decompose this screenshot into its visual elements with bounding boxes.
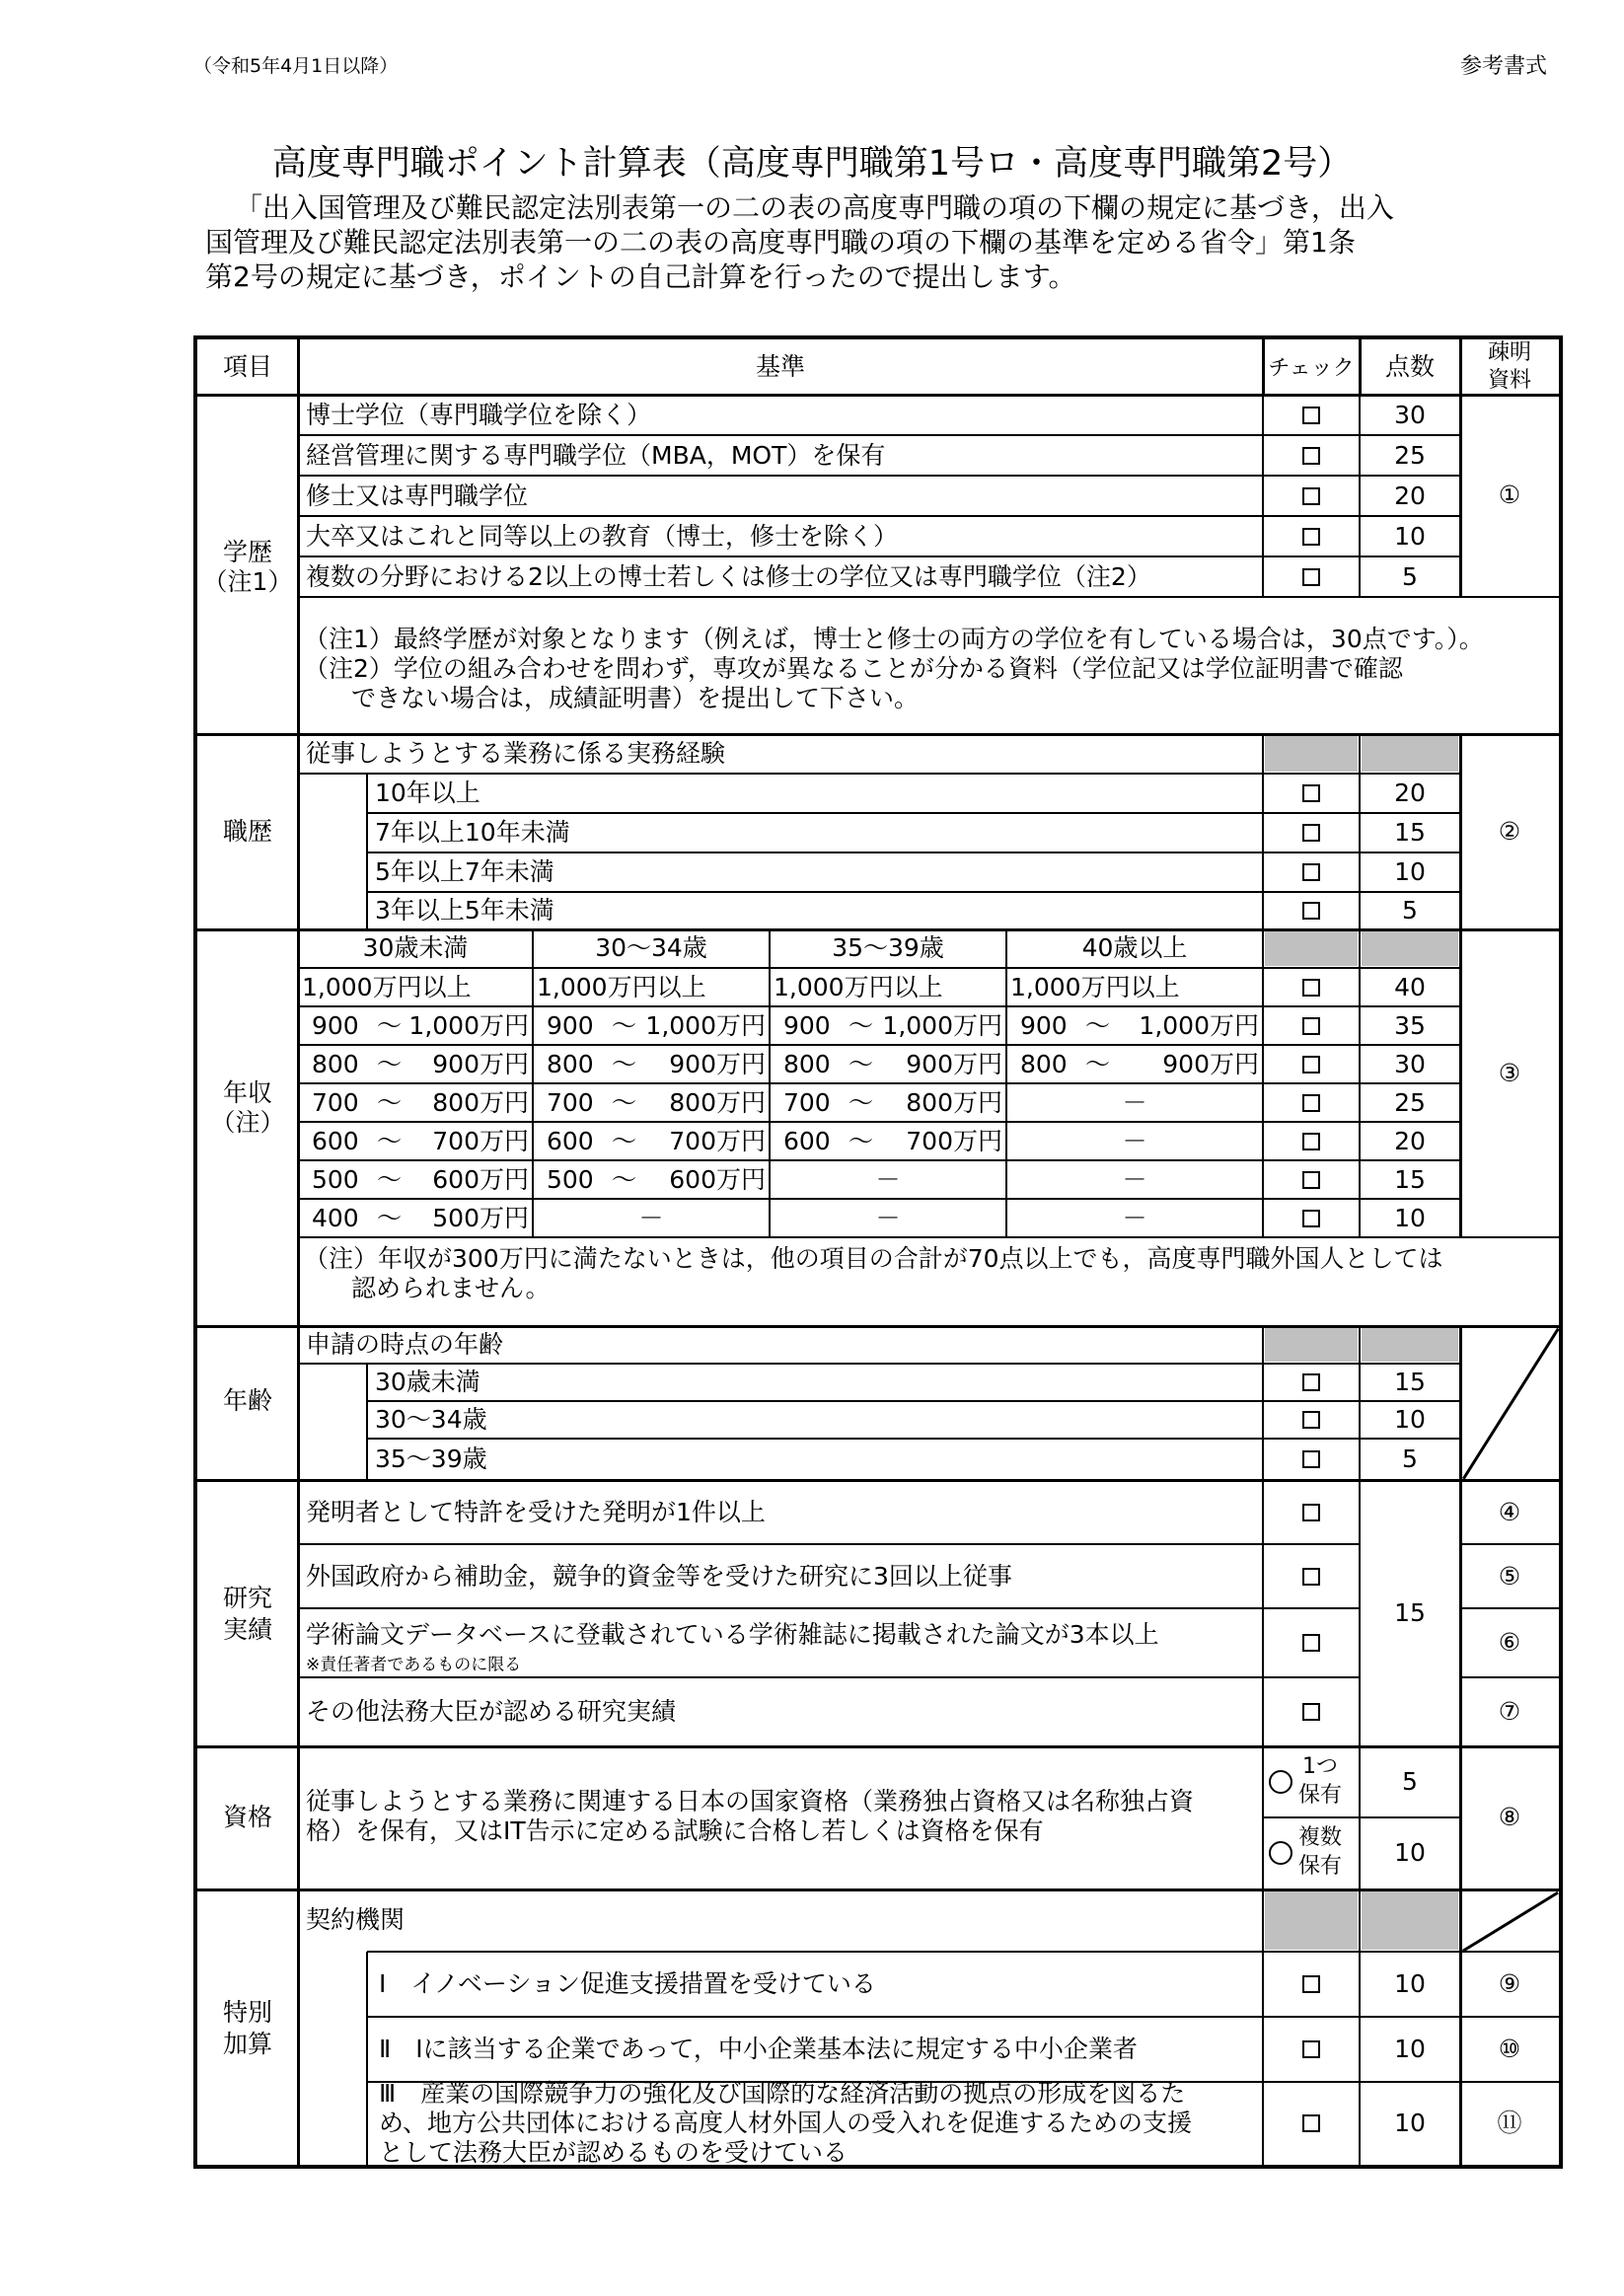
income-cell-high: 500万円	[432, 1203, 529, 1232]
doc-ref: ①	[1498, 481, 1521, 509]
table-rule	[298, 1005, 1460, 1007]
income-cell-sep: ～	[1085, 1010, 1111, 1040]
education-criterion: 経営管理に関する専門職学位（MBA，MOT）を保有	[306, 440, 886, 470]
qualification-option-label: 1つ	[1302, 1753, 1338, 1779]
section-label-research: 研究	[222, 1584, 272, 1612]
diagonal-rule	[1462, 1891, 1559, 1953]
section-label-special: 特別	[222, 1998, 272, 2027]
table-rule	[1460, 2081, 1559, 2083]
table-rule	[298, 1198, 1460, 1200]
page-title: 高度専門職ポイント計算表（高度専門職第1号ロ・高度専門職第2号）	[271, 144, 1353, 184]
points-value: 35	[1394, 1010, 1426, 1040]
qualification-option-label: 保有	[1297, 1782, 1342, 1808]
income-cell-sep: ～	[377, 1126, 403, 1155]
header-docs: 疎明	[1487, 339, 1531, 365]
income-cell: －	[875, 1203, 901, 1232]
age-criterion: 30歳未満	[375, 1368, 480, 1396]
income-age-header: 35～39歳	[832, 933, 944, 962]
points-value: 5	[1402, 1444, 1418, 1473]
table-rule	[366, 774, 368, 929]
table-rule	[298, 1044, 1460, 1046]
shaded-cell	[1265, 1891, 1358, 1950]
points-value: 30	[1394, 1049, 1426, 1078]
table-rule	[297, 339, 300, 2165]
special-criterion: め、地方公共団体における高度人材外国人の受入れを促進するための支援	[379, 2109, 1193, 2137]
document-type-label: 参考書式	[1460, 54, 1548, 79]
income-cell-high: 1,000万円	[408, 1010, 529, 1040]
intro-line: 国管理及び難民認定法別表第一の二の表の高度専門職の項の下欄の基準を定める省令」第1条	[205, 226, 1356, 259]
income-cell-low: 600	[547, 1126, 594, 1155]
points-value: 10	[1394, 1838, 1426, 1867]
table-rule	[298, 967, 1460, 969]
table-rule	[298, 596, 1559, 598]
table-rule	[367, 2016, 1460, 2018]
header-criteria: 基準	[755, 352, 805, 381]
qualification-option-label: 複数	[1297, 1824, 1342, 1850]
checkbox[interactable]	[1302, 1703, 1320, 1721]
section-label-research: 実績	[222, 1615, 272, 1644]
income-cell-sep: ～	[377, 1010, 403, 1040]
points-value: 10	[1394, 1203, 1426, 1232]
table-rule	[298, 1236, 1559, 1238]
points-value: 10	[1394, 2035, 1426, 2063]
income-note: （注）年収が300万円に満たないときは，他の項目の合計が70点以上でも，高度専門職外国人としては	[304, 1244, 1443, 1273]
education-note: （注2）学位の組み合わせを問わず，専攻が異なることが分かる資料（学位記又は学位証明書で確認	[304, 654, 1403, 683]
income-cell-sep: ～	[612, 1010, 637, 1040]
income-cell-high: 800万円	[669, 1087, 766, 1117]
income-cell-high: 1,000万円	[882, 1010, 1002, 1040]
special-criterion: Ⅲ 産業の国際競争力の強化及び国際的な経済活動の拠点の形成を図るた	[379, 2079, 1186, 2108]
intro-line: 第2号の規定に基づき，ポイントの自己計算を行ったので提出します。	[205, 260, 1076, 293]
points-value: 15	[1394, 818, 1426, 847]
section-label-education: 学歴	[222, 538, 272, 566]
income-cell-low: 900	[1020, 1010, 1068, 1040]
income-cell: 1,000万円以上	[302, 972, 472, 1001]
table-rule	[367, 891, 1460, 893]
income-cell-sep: ～	[377, 1203, 403, 1232]
table-rule	[298, 773, 1460, 775]
doc-ref: ⑤	[1498, 1561, 1521, 1591]
table-rule	[298, 1676, 1360, 1678]
doc-ref: ②	[1498, 817, 1521, 846]
table-rule	[298, 1159, 1460, 1161]
checkbox[interactable]	[1302, 1568, 1320, 1586]
section-label-career: 職歴	[222, 817, 272, 846]
table-rule	[298, 475, 1460, 477]
special-criterion: として法務大臣が認めるものを受けている	[379, 2138, 849, 2167]
income-cell-sep: ～	[377, 1164, 403, 1194]
points-value: 5	[1402, 896, 1418, 925]
section-label-income: 年収	[222, 1078, 272, 1107]
income-cell-high: 900万円	[1162, 1049, 1259, 1078]
income-age-header: 40歳以上	[1081, 933, 1188, 962]
table-rule	[367, 852, 1460, 853]
income-cell-low: 500	[547, 1164, 594, 1194]
income-cell: －	[1122, 1126, 1147, 1155]
income-cell-sep: ～	[377, 1087, 403, 1117]
income-cell-high: 600万円	[432, 1164, 529, 1194]
career-criterion: 5年以上7年未満	[375, 857, 554, 886]
table-rule	[298, 1607, 1360, 1609]
doc-ref: ⑨	[1498, 1969, 1521, 1998]
table-rule	[298, 1363, 1460, 1365]
doc-ref: ⑪	[1497, 2109, 1522, 2137]
income-cell-sep: ～	[612, 1087, 637, 1117]
income-cell-low: 700	[312, 1087, 359, 1117]
table-rule	[298, 1121, 1460, 1123]
table-rule	[298, 555, 1460, 557]
points-value: 15	[1394, 1164, 1426, 1194]
doc-ref: ③	[1498, 1059, 1521, 1087]
income-cell-high: 900万円	[669, 1049, 766, 1078]
checkbox[interactable]	[1302, 1634, 1320, 1652]
points-value: 5	[1402, 1767, 1418, 1796]
points-value: 10	[1394, 857, 1426, 886]
age-criterion: 30～34歳	[375, 1405, 487, 1434]
section-label-qualification: 資格	[222, 1803, 272, 1831]
income-cell-high: 800万円	[432, 1087, 529, 1117]
table-rule	[197, 394, 1559, 397]
points-value: 15	[1394, 1368, 1426, 1396]
points-value: 20	[1394, 1126, 1426, 1155]
education-criterion: 修士又は専門職学位	[306, 481, 529, 510]
doc-ref: ④	[1498, 1497, 1521, 1526]
income-cell-sep: ～	[849, 1126, 874, 1155]
section-label-income: （注）	[210, 1108, 285, 1137]
qualification-text: 従事しようとする業務に関連する日本の国家資格（業務独占資格又は名称独占資	[306, 1787, 1195, 1815]
points-value: 20	[1394, 481, 1426, 510]
doc-ref: ⑥	[1498, 1628, 1521, 1657]
research-criterion: 外国政府から補助金，競争的資金等を受けた研究に3回以上従事	[306, 1561, 1012, 1591]
career-heading: 従事しようとする業務に係る実務経験	[306, 739, 726, 768]
education-criterion: 大卒又はこれと同等以上の教育（博士，修士を除く）	[306, 521, 899, 551]
income-cell-sep: ～	[849, 1010, 874, 1040]
income-cell-low: 600	[783, 1126, 831, 1155]
income-cell-sep: ～	[849, 1049, 874, 1078]
income-cell-high: 1,000万円	[1139, 1010, 1259, 1040]
table-rule	[298, 1082, 1460, 1084]
intro-line: 「出入国管理及び難民認定法別表第一の二の表の高度専門職の項の下欄の規定に基づき，出入	[235, 191, 1394, 224]
table-rule	[197, 1479, 1559, 1482]
doc-ref: ⑩	[1498, 2035, 1521, 2063]
income-cell-low: 500	[312, 1164, 359, 1194]
points-value: 10	[1394, 1969, 1426, 1998]
shaded-cell	[1362, 1891, 1458, 1950]
qualification-text: 格）を保有，又はIT告示に定める試験に合格し若しくは資格を保有	[306, 1816, 1044, 1845]
shaded-cell	[1265, 736, 1358, 772]
table-rule	[1460, 1676, 1559, 1678]
date-note: （令和5年4月1日以降）	[193, 55, 399, 77]
qualification-option-label: 保有	[1297, 1853, 1342, 1879]
income-cell-high: 700万円	[669, 1126, 766, 1155]
points-value: 10	[1394, 1405, 1426, 1434]
income-cell-high: 1,000万円	[645, 1010, 766, 1040]
career-criterion: 10年以上	[375, 778, 480, 807]
income-cell-low: 900	[783, 1010, 831, 1040]
income-cell: 1,000万円以上	[774, 972, 943, 1001]
income-cell-high: 700万円	[906, 1126, 1002, 1155]
income-age-header: 30～34歳	[595, 933, 707, 962]
special-heading: 契約機関	[306, 1905, 406, 1934]
intro-paragraph	[205, 190, 1596, 294]
income-cell-low: 800	[547, 1049, 594, 1078]
income-cell-sep: ～	[612, 1126, 637, 1155]
points-value: 25	[1394, 1087, 1426, 1117]
research-note: ※責任著者であるものに限る	[306, 1655, 522, 1675]
income-cell-low: 800	[783, 1049, 831, 1078]
income-cell: 1,000万円以上	[1010, 972, 1180, 1001]
points-value: 10	[1394, 2109, 1426, 2137]
table-rule	[367, 1400, 1460, 1402]
checkbox[interactable]	[1302, 1504, 1320, 1521]
table-rule	[1460, 1951, 1559, 1953]
section-label-special: 加算	[222, 2030, 272, 2058]
income-cell-low: 800	[312, 1049, 359, 1078]
education-note: できない場合は，成績証明書）を提出して下さい。	[351, 684, 920, 712]
income-cell-low: 700	[783, 1087, 831, 1117]
section-label-age: 年齢	[222, 1386, 272, 1415]
shaded-cell	[1362, 1328, 1458, 1362]
income-cell: －	[638, 1203, 664, 1232]
income-cell-high: 900万円	[906, 1049, 1002, 1078]
header-item: 項目	[222, 352, 272, 381]
income-cell-sep: ～	[1085, 1049, 1111, 1078]
income-note: 認められません。	[351, 1274, 551, 1302]
section-label-education: （注1）	[202, 567, 293, 596]
income-cell-sep: ～	[612, 1049, 637, 1078]
income-cell-high: 600万円	[669, 1164, 766, 1194]
income-cell-low: 600	[312, 1126, 359, 1155]
income-cell: －	[1122, 1203, 1147, 1232]
table-rule	[366, 1364, 368, 1480]
shaded-cell	[1362, 931, 1458, 966]
income-cell-sep: ～	[612, 1164, 637, 1194]
points-value: 25	[1394, 440, 1426, 470]
income-cell: －	[1122, 1164, 1147, 1194]
table-rule	[298, 515, 1460, 517]
education-criterion: 複数の分野における2以上の博士若しくは修士の学位又は専門職学位（注2）	[306, 561, 1151, 591]
income-cell-sep: ～	[849, 1087, 874, 1117]
table-rule	[298, 1543, 1360, 1545]
points-value: 30	[1394, 400, 1426, 429]
income-cell-low: 900	[312, 1010, 359, 1040]
doc-ref: ⑦	[1498, 1697, 1521, 1726]
education-criterion: 博士学位（専門職学位を除く）	[306, 400, 652, 429]
income-cell-sep: ～	[377, 1049, 403, 1078]
table-rule	[1460, 2016, 1559, 2018]
header-check: チェック	[1268, 355, 1355, 381]
income-cell-high: 900万円	[432, 1049, 529, 1078]
table-rule	[367, 1438, 1460, 1440]
header-docs: 資料	[1487, 367, 1531, 393]
income-age-header: 30歳未満	[362, 933, 469, 962]
research-criterion: 学術論文データベースに登載されている学術雑誌に掲載された論文が3本以上	[306, 1620, 1159, 1649]
age-criterion: 35～39歳	[375, 1444, 487, 1473]
table-rule	[1263, 1816, 1361, 1818]
special-criterion: Ⅱ Ⅰに該当する企業であって，中小企業基本法に規定する中小企業者	[379, 2035, 1138, 2063]
research-criterion: その他法務大臣が認める研究実績	[306, 1697, 677, 1726]
age-heading: 申請の時点の年齢	[306, 1330, 504, 1359]
income-cell: 1,000万円以上	[537, 972, 706, 1001]
table-rule	[298, 434, 1460, 436]
doc-ref: ⑧	[1498, 1803, 1521, 1831]
income-cell-low: 900	[547, 1010, 594, 1040]
income-cell-low: 800	[1020, 1049, 1068, 1078]
points-table	[193, 335, 1563, 2169]
points-value: 5	[1402, 561, 1418, 591]
income-cell-high: 800万円	[906, 1087, 1002, 1117]
points-value: 40	[1394, 972, 1426, 1001]
income-cell: －	[875, 1164, 901, 1194]
income-cell-low: 700	[547, 1087, 594, 1117]
table-rule	[197, 1745, 1559, 1748]
points-value: 10	[1394, 521, 1426, 551]
education-note: （注1）最終学歴が対象となります（例えば，博士と修士の両方の学位を有している場合は，30点です。）。	[304, 625, 1484, 653]
income-cell-high: 700万円	[432, 1126, 529, 1155]
shaded-cell	[1265, 1328, 1358, 1362]
header-points: 点数	[1384, 352, 1435, 381]
special-criterion: Ⅰ イノベーション促進支援措置を受けている	[379, 1969, 876, 1998]
table-rule	[367, 812, 1460, 814]
career-criterion: 7年以上10年未満	[375, 818, 570, 847]
table-rule	[1460, 1543, 1559, 1545]
career-criterion: 3年以上5年未満	[375, 896, 554, 925]
income-cell: －	[1122, 1087, 1147, 1117]
table-rule	[367, 1951, 1460, 1953]
shaded-cell	[1362, 736, 1458, 772]
points-value: 20	[1394, 778, 1426, 807]
points-value: 15	[1394, 1598, 1426, 1627]
income-cell-low: 400	[312, 1203, 359, 1232]
research-criterion: 発明者として特許を受けた発明が1件以上	[306, 1497, 766, 1526]
